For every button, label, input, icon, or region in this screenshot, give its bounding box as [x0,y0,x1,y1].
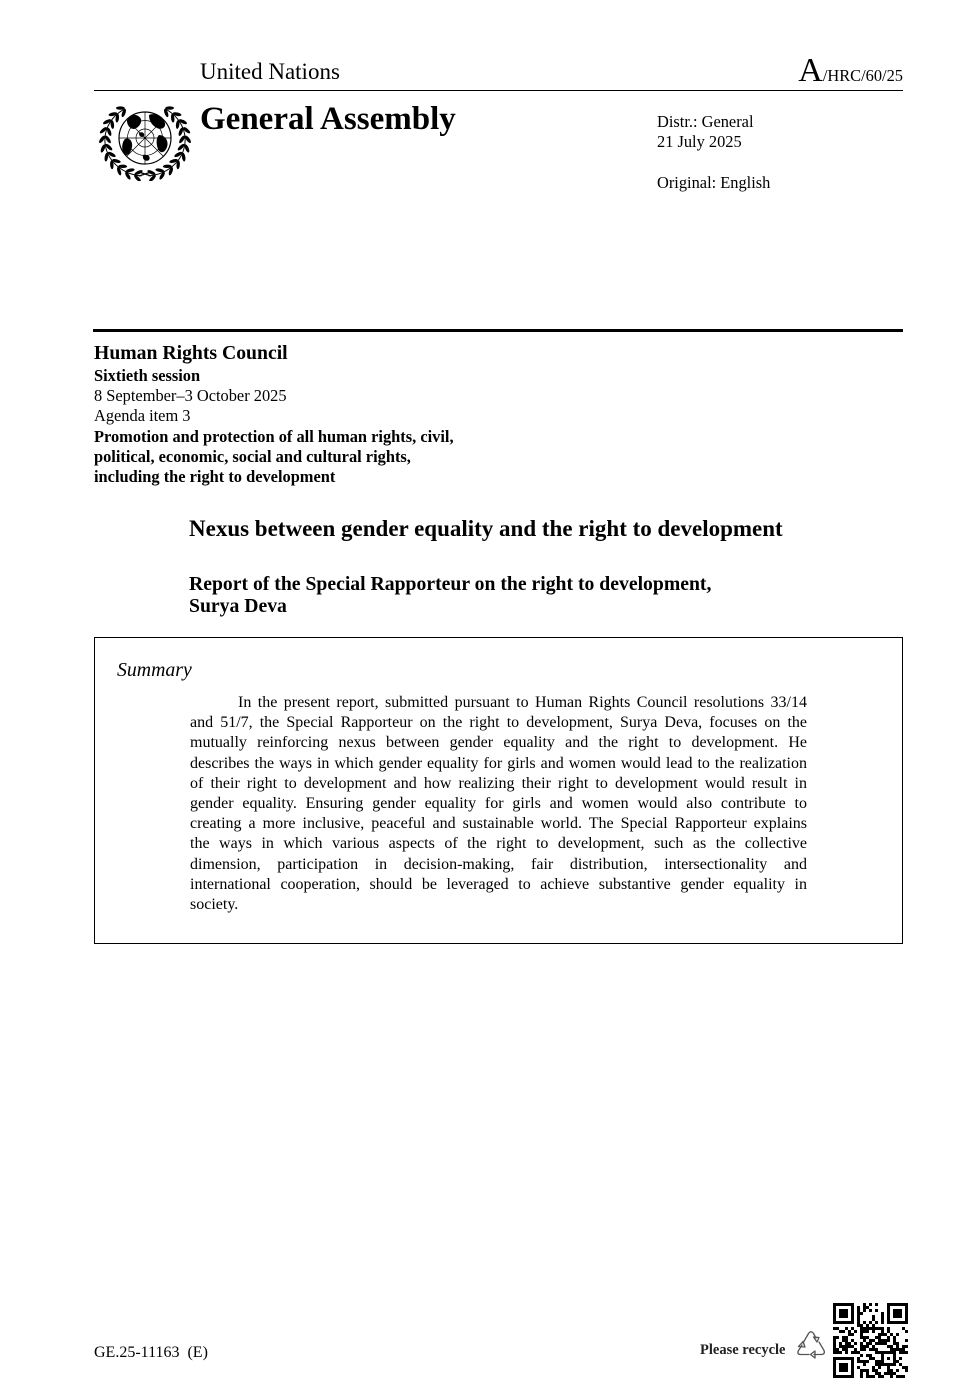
job-number: GE.25-11163 (E) [94,1344,208,1361]
distribution [657,112,754,152]
document-date: 21 July 2025 [657,132,742,151]
section-rule [93,329,903,332]
header-rule [94,90,903,91]
agenda-title-line: Promotion and protection of all human rights, civil, [94,426,454,446]
summary-line: In the present report, submitted pursuant to Human Rights Council resolutions 33/14 [238,694,807,711]
body-name: General Assembly [200,101,456,137]
subtitle-line: Report of the Special Rapporteur on the right to development, [189,573,712,595]
agenda-title-line: political, economic, social and cultural rights, [94,446,411,466]
summary-line: of their right to development and how realizing their right to development would result in [190,774,807,792]
original-language: Original: English [657,173,771,192]
qr-code-icon [833,1303,908,1378]
agenda-title-line: including the right to development [94,467,336,487]
subtitle-line: Surya Deva [189,595,287,617]
document-symbol-suffix: /HRC/60/25 [822,66,903,85]
summary-line: international cooperation, should be leveraged to achieve substantive gender equality in [190,875,807,893]
un-emblem-icon [99,99,191,181]
distribution-type: Distr.: General [657,112,754,131]
agenda-item: Agenda item 3 [94,406,191,426]
summary-line: and 51/7, the Special Rapporteur on the right to development, Surya Deva, focuses on the [190,714,807,732]
session-dates: 8 September–3 October 2025 [94,386,287,406]
council-name: Human Rights Council [94,342,288,364]
summary-line: creating a more inclusive, peaceful and sustainable world. The Special Rapporteur explains [190,815,807,833]
summary-line: dimension, participation in decision-making, fair distribution, intersectionality and [190,855,807,873]
document-symbol [798,54,903,88]
summary-line: gender equality. Ensuring gender equality for girls and women would also contribute to [190,795,807,813]
summary-line: mutually reinforcing nexus between gender equality and the right to development. He [190,734,807,752]
report-title: Nexus between gender equality and the right to development [189,516,783,541]
summary-line: the ways in which various aspects of the right to development, such as the collective [190,835,807,853]
org-name: United Nations [200,59,340,84]
session-name: Sixtieth session [94,366,201,385]
summary-paragraph [190,693,807,915]
recycle-label: Please recycle [700,1342,786,1358]
recycle-icon [794,1328,828,1360]
summary-heading: Summary [117,659,192,681]
report-subtitle [189,573,711,617]
session-info [94,366,454,487]
summary-line: describes the ways in which gender equality for girls and women would lead to the realization [190,754,807,772]
document-symbol-main: A [798,52,823,89]
summary-line: society. [190,896,239,914]
